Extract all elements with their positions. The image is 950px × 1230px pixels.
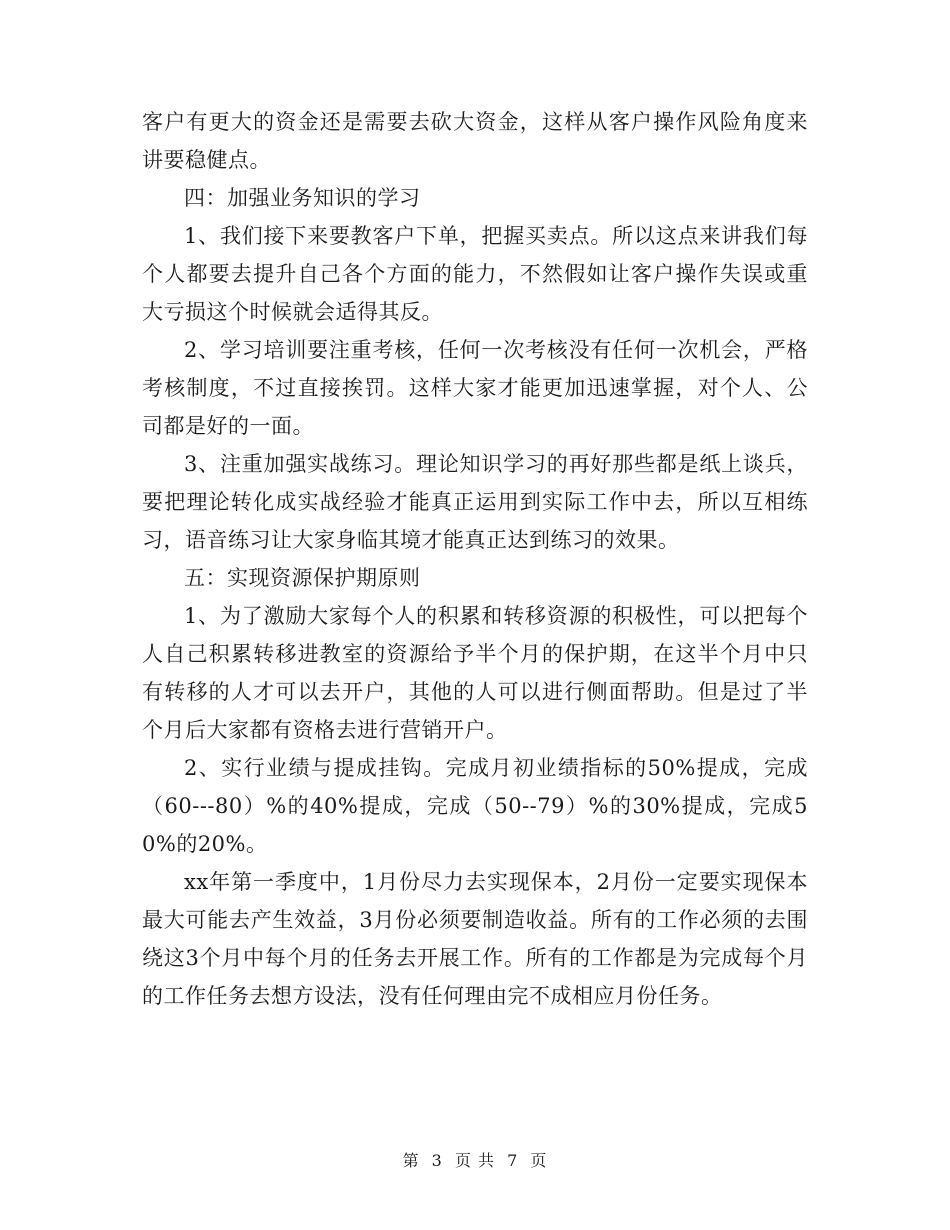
paragraph: xx年第一季度中，1月份尽力去实现保本，2月份一定要实现保本最大可能去产生效益，3月份必须要制造收益。所有的工作必须的去围绕这3个月中每个月的任务去开展工作。所有的工作都是为完成每个月的工作任务去想方设法，没有任何理由完不成相应月份任务。 (142, 870, 808, 1008)
paragraph: 2、学习培训要注重考核，任何一次考核没有任何一次机会，严格考核制度，不过直接挨罚。这样大家才能更加迅速掌握，对个人、公司都是好的一面。 (142, 338, 808, 438)
document-body (142, 103, 808, 1015)
footer-middle: 页 共 (454, 1151, 496, 1170)
page-footer (0, 1148, 950, 1171)
section-heading-4: 四：加强业务知识的学习 (184, 186, 421, 210)
footer-suffix: 页 (530, 1151, 548, 1170)
paragraph: 3、注重加强实战练习。理论知识学习的再好那些都是纸上谈兵，要把理论转化成实战经验才能真正运用到实际工作中去，所以互相练习，语音练习让大家身临其境才能真正达到练习的效果。 (142, 452, 808, 552)
footer-total-pages: 7 (507, 1151, 519, 1170)
paragraph-continuation: 客户有更大的资金还是需要去砍大资金，这样从客户操作风险角度来讲要稳健点。 (142, 110, 808, 172)
footer-prefix: 第 (402, 1151, 420, 1170)
footer-page-number: 3 (431, 1151, 443, 1170)
paragraph: 1、我们接下来要教客户下单，把握买卖点。所以这点来讲我们每个人都要去提升自己各个方面的能力，不然假如让客户操作失误或重大亏损这个时候就会适得其反。 (142, 224, 808, 324)
paragraph: 1、为了激励大家每个人的积累和转移资源的积极性，可以把每个人自己积累转移进教室的资源给予半个月的保护期，在这半个月中只有转移的人才可以去开户，其他的人可以进行侧面帮助。但是过了半个月后大家都有资格去进行营销开户。 (142, 604, 808, 742)
section-heading-5: 五：实现资源保护期原则 (184, 566, 421, 590)
paragraph: 2、实行业绩与提成挂钩。完成月初业绩指标的50%提成，完成（60---80）%的40%提成，完成（50--79）%的30%提成，完成50%的20%。 (142, 756, 808, 856)
